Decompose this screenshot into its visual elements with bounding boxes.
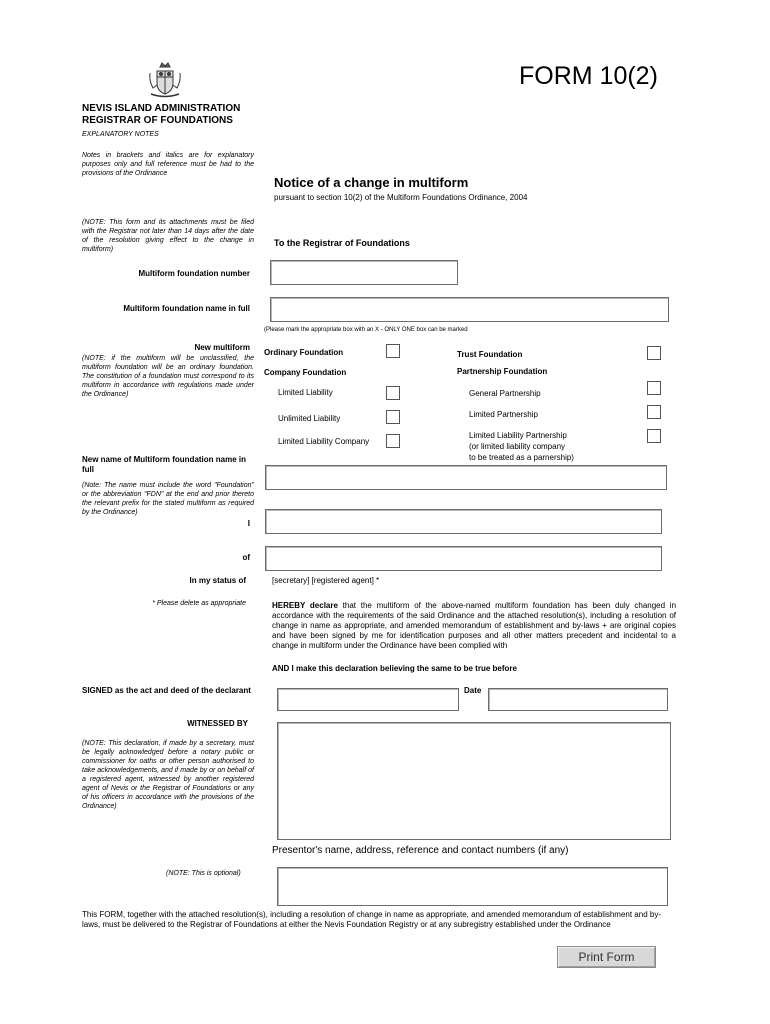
limited-liability-company-label: Limited Liability Company — [278, 437, 370, 446]
foundation-number-label: Multiform foundation number — [138, 269, 250, 278]
declarant-name-field[interactable] — [265, 509, 662, 534]
date-label: Date — [464, 686, 482, 695]
date-field[interactable] — [488, 688, 668, 711]
administration-title: NEVIS ISLAND ADMINISTRATION — [82, 103, 241, 114]
to-registrar: To the Registrar of Foundations — [274, 238, 410, 248]
optional-note: (NOTE: This is optional) — [166, 870, 241, 877]
brackets-note: Notes in brackets and italics are for explanatory purposes only and full reference must be had to the provisions of the Ordinance — [82, 152, 254, 177]
and-declare: AND I make this declaration believing the same to be true before — [272, 664, 517, 673]
limited-liability-company-checkbox[interactable] — [386, 434, 400, 448]
unlimited-liability-checkbox[interactable] — [386, 410, 400, 424]
witness-field[interactable] — [277, 722, 671, 840]
trust-foundation-checkbox[interactable] — [647, 346, 661, 360]
new-multiform-label: New multiform — [194, 343, 250, 352]
limited-liability-checkbox[interactable] — [386, 386, 400, 400]
unlimited-liability-label: Unlimited Liability — [278, 414, 341, 423]
filing-note: (NOTE: This form and its attachments must be filed with the Registrar not later than 14 days after the date of the resolution giving effect to the change in multiform) — [82, 219, 254, 253]
witness-note: (NOTE: This declaration, if made by a secretary, must be legally acknowledged before a notary public or commissioner for oaths or other person authorised to take acknowledgements, and if made by or on behalf of a registered agent, witnessed by another registered agent of Nevis or the Registrar of Foundations or any of his officers in accordance with the provisions of the Ordinance) — [82, 740, 254, 810]
of-label: of — [242, 553, 250, 562]
company-foundation-label: Company Foundation — [264, 368, 347, 377]
limited-liability-label: Limited Liability — [278, 388, 333, 397]
print-form-button[interactable]: Print Form — [557, 946, 656, 968]
signed-label: SIGNED as the act and deed of the declarant — [82, 686, 251, 695]
status-label: In my status of — [189, 576, 246, 585]
footer-instructions: This FORM, together with the attached resolution(s), including a resolution of change in name as appropriate, and amended memorandum of establishment and by-laws, must be delivered to the Registrar of Foundations at either the Nevis Foundation Registry or at any subregistry established under the Ordinance — [82, 910, 661, 929]
llp-label-line3: to be treated as a parnership) — [469, 453, 574, 462]
pursuant-line: pursuant to section 10(2) of the Multiform Foundations Ordinance, 2004 — [274, 193, 528, 202]
form-number: FORM 10(2) — [519, 62, 658, 90]
hereby-bold: HEREBY declare — [272, 601, 338, 610]
status-value: [secretary] [registered agent] * — [272, 576, 380, 585]
declarant-address-field[interactable] — [265, 546, 662, 571]
delete-note: * Please delete as appropriate — [152, 600, 246, 607]
general-partnership-label: General Partnership — [469, 389, 541, 398]
trust-foundation-label: Trust Foundation — [457, 350, 523, 359]
signature-field[interactable] — [277, 688, 459, 711]
new-name-note: (Note: The name must include the word "Foundation" or the abbreviation "FDN" at the end and prior thereto the relevant prefix for the stated multiform as required by the Ordinance) — [82, 482, 254, 516]
presentor-field[interactable] — [277, 867, 668, 906]
limited-partnership-checkbox[interactable] — [647, 405, 661, 419]
new-name-label: New name of Multiform foundation name in full — [82, 455, 246, 474]
witnessed-label: WITNESSED BY — [187, 719, 248, 728]
general-partnership-checkbox[interactable] — [647, 381, 661, 395]
mark-instruction: (Please mark the appropriate box with an X - ONLY ONE box can be marked — [264, 327, 468, 333]
presentor-label: Presentor's name, address, reference and contact numbers (if any) — [272, 845, 569, 856]
llp-label-line1: Limited Liability Partnership — [469, 431, 567, 440]
limited-partnership-label: Limited Partnership — [469, 410, 538, 419]
foundation-name-label: Multiform foundation name in full — [123, 304, 250, 313]
new-name-field[interactable] — [265, 465, 667, 490]
new-multiform-note: (NOTE: if the multiform will be unclassified, the multiform foundation will be an ordinary foundation. The constitution of a foundation must correspond to its multiform in accordance with regulations made under the Ordinance) — [82, 355, 254, 398]
hereby-declaration — [272, 601, 676, 651]
ordinary-foundation-label: Ordinary Foundation — [264, 348, 344, 357]
llp-label-line2: (or limited liability company — [469, 442, 566, 451]
hereby-rest: that the multiform of the above-named multiform foundation has been duly changed in accordance with the requirements of the said Ordinance and the attached resolution(s), including a resolution of change in name as appropriate, and amended memorandum of establishment and by-laws + are original copies and have been signed by me for identification purposes and all other matters precedent and incidental to a change in multiform under the Ordinance have been complied with — [272, 601, 677, 650]
registrar-title: REGISTRAR OF FOUNDATIONS — [82, 115, 233, 126]
ordinary-foundation-checkbox[interactable] — [386, 344, 400, 358]
foundation-name-field[interactable] — [270, 297, 669, 322]
i-label: I — [247, 519, 250, 528]
partnership-foundation-label: Partnership Foundation — [457, 367, 548, 376]
foundation-number-field[interactable] — [270, 260, 458, 285]
llp-checkbox[interactable] — [647, 429, 661, 443]
form-title: Notice of a change in multiform — [274, 175, 469, 190]
explanatory-notes-heading: EXPLANATORY NOTES — [82, 131, 159, 138]
coat-of-arms-icon — [147, 61, 183, 101]
